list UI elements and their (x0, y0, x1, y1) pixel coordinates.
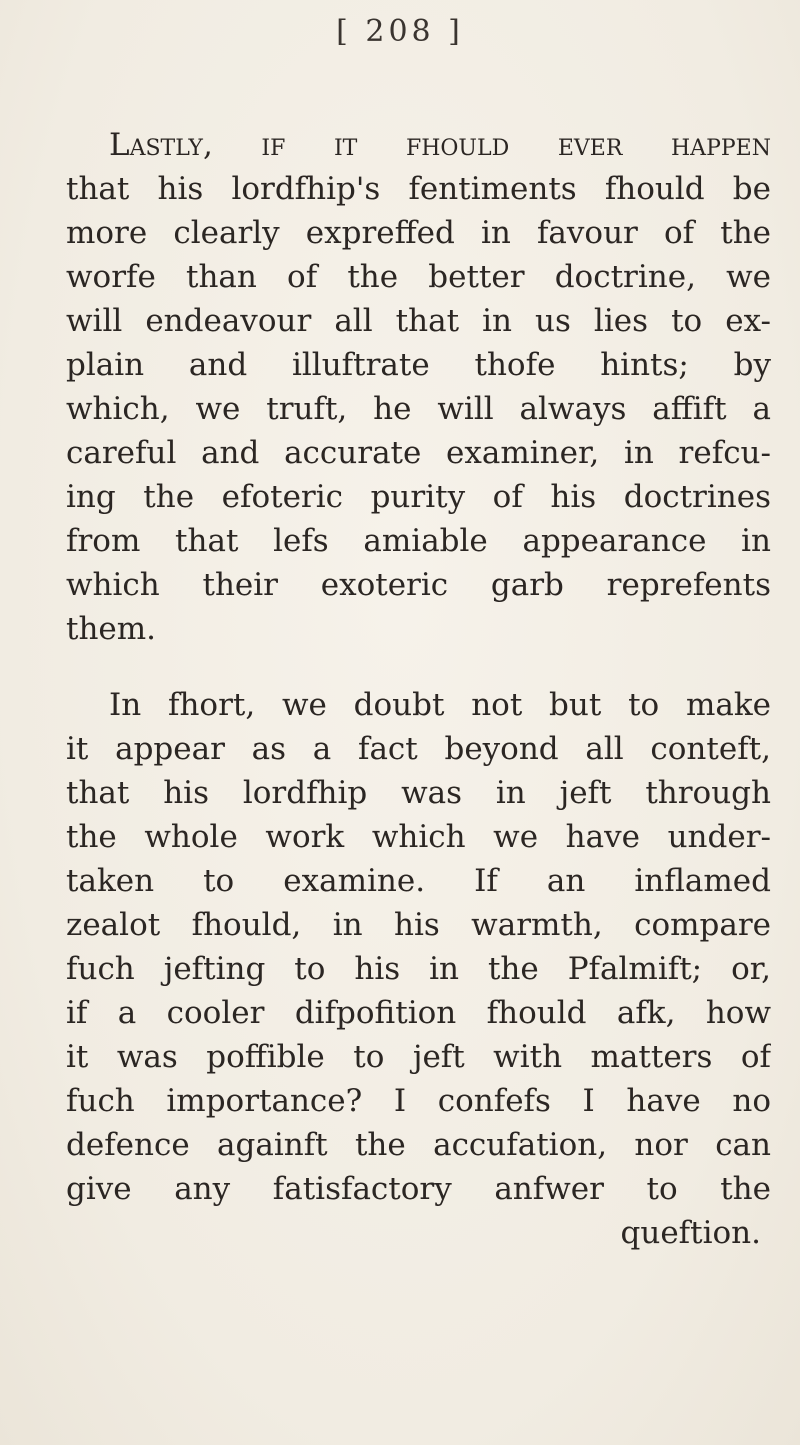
text-line: it was poffible to jeft with matters of (66, 1039, 771, 1075)
text-line: it appear as a fact beyond all conteft, (66, 731, 771, 767)
text-line: that his lordfhip's fentiments fhould be (66, 171, 771, 207)
text-line: plain and illuftrate thofe hints; by (66, 347, 771, 383)
text-line: Lastly, if it fhould ever happen (109, 127, 771, 163)
text-line: from that lefs amiable appearance in (66, 523, 771, 559)
text-line: if a cooler difpofition fhould afk, how (66, 995, 771, 1031)
text-line: fuch importance? I confefs I have no (66, 1083, 771, 1119)
text-line: will endeavour all that in us lies to ex- (66, 303, 771, 339)
text-line: ing the efoteric purity of his doctrines (66, 479, 771, 515)
text-line: worfe than of the better doctrine, we (66, 259, 771, 295)
text-line: that his lordfhip was in jeft through (66, 775, 771, 811)
text-line: fuch jefting to his in the Pfalmift; or, (66, 951, 771, 987)
text-line: taken to examine. If an inflamed (66, 863, 771, 899)
text-line: more clearly expreffed in favour of the (66, 215, 771, 251)
paragraph-in-short (66, 683, 771, 1255)
text-line: give any fatisfactory anfwer to the (66, 1171, 771, 1207)
text-line: zealot fhould, in his warmth, compare (66, 907, 771, 943)
text-line: queftion. (620, 1215, 761, 1251)
text-line: In fhort, we doubt not but to make (109, 687, 771, 723)
text-line: which, we truft, he will always affift a (66, 391, 771, 427)
page-number: [ 208 ] (336, 14, 464, 49)
text-line: which their exoteric garb reprefents (66, 567, 771, 603)
text-line: them. (66, 611, 157, 647)
text-line: defence againft the accufation, nor can (66, 1127, 771, 1163)
paragraph-lastly (66, 123, 771, 651)
text-line: the whole work which we have under- (66, 819, 771, 855)
text-line: careful and accurate examiner, in refcu- (66, 435, 771, 471)
